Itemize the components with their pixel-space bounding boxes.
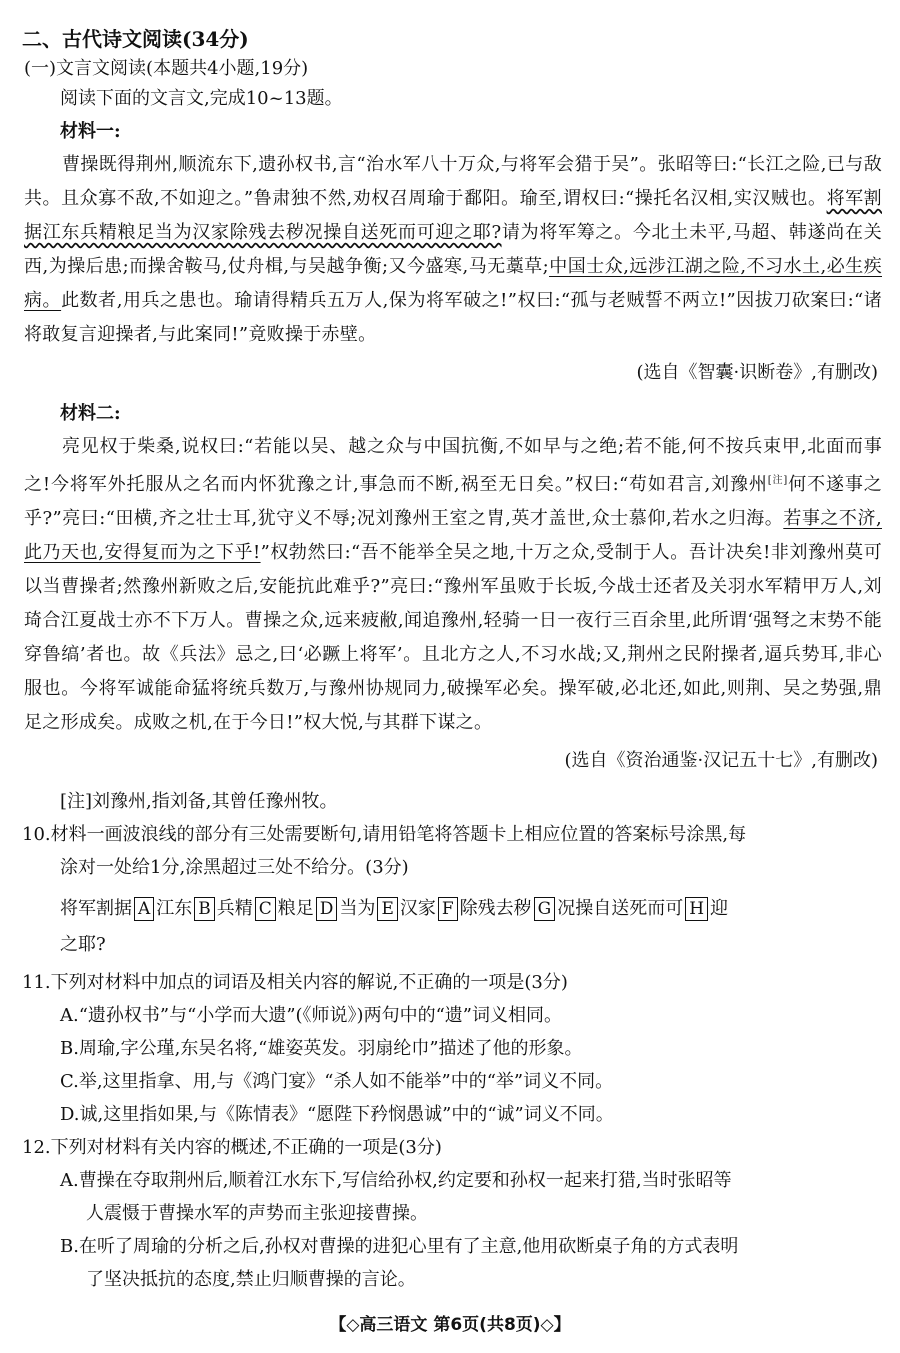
m2-text-b: 何不遂事之乎?”亮曰:“田横,齐之壮士耳,犹守义不辱;况刘豫州王室之胄,英才盖世,众士慕仰,若水之归海。 (24, 474, 882, 529)
material2-source: (选自《资治通鉴·汉记五十七》,有删改) (564, 750, 878, 771)
m1-underlined-text: 中国士众,远涉江湖之险,不习水土,必生疾病。 (24, 256, 882, 311)
note-marker: [注] (767, 475, 788, 486)
q10-sentence (60, 890, 882, 928)
segment: 迎 (710, 898, 729, 919)
segment: 兵精 (216, 898, 253, 919)
m1-text-a: 曹操既得荆州,顺流东下,遗孙权书,言“治水军八十万众,与将军会猎于吴”。张昭等曰:“长江之险,已与敌共。且众寡不敌,不如迎之。”鲁肃独不然,劝权召周瑜于鄱阳。瑜至,谓权曰:“操托名汉相,实汉贼也。 (24, 154, 882, 209)
m2-text-a: 亮见权于柴桑,说权曰:“若能以吴、越之众与中国抗衡,不如早与之绝;若不能,何不按兵束甲,北面而事之!今将军外托服从之名而内怀犹豫之计,事急而不断,祸至无日矣。”权曰:“苟如君言,刘豫州 (24, 436, 882, 495)
m2-underlined-text: 若事之不济,此乃天也,安得复而为之下乎! (24, 508, 882, 563)
q10-stem: 10.材料一画波浪线的部分有三处需要断句,请用铅笔将答题卡上相应位置的答案标号涂黑,每 (22, 824, 747, 845)
q10-sentence-tail: 之耶? (60, 934, 106, 955)
segment: 粮足 (277, 898, 314, 919)
q11-option-b: B.周瑜,字公瑾,东吴名将,“雄姿英发。羽扇纶巾”描述了他的形象。 (60, 1038, 583, 1059)
m1-text-b: 请为将军筹之。今北土未平,马超、韩遂尚在关西,为操后患;而操舍鞍马,仗舟楫,与吴越争衡;又今盛寒,马无藁草; (24, 222, 882, 277)
material1-label: 材料一: (60, 121, 121, 142)
section-title: 二、古代诗文阅读(34分) (22, 27, 249, 51)
intro-line: 阅读下面的文言文,完成10~13题。 (60, 88, 343, 109)
break-box-e[interactable]: E (377, 897, 397, 921)
q12-option-b-cont: 了坚决抵抗的态度,禁止归顺曹操的言论。 (86, 1269, 416, 1290)
q11-stem: 11.下列对材料中加点的词语及相关内容的解说,不正确的一项是(3分) (22, 972, 568, 993)
material2-paragraph (24, 430, 882, 740)
q11-option-d: D.诚,这里指如果,与《陈情表》“愿陛下矜悯愚诚”中的“诚”词义不同。 (60, 1104, 614, 1125)
break-box-d[interactable]: D (316, 897, 338, 921)
segment: 汉家 (399, 898, 436, 919)
material2-label: 材料二: (60, 403, 121, 424)
m1-text-c: 此数者,用兵之患也。瑜请得精兵五万人,保为将军破之!”权曰:“孤与老贼誓不两立!”因拔刀砍案曰:“诸将敢复言迎操者,与此案同!”竟败操于赤壁。 (24, 290, 882, 345)
segment: 除残去秽 (459, 898, 532, 919)
annotation-note: [注]刘豫州,指刘备,其曾任豫州牧。 (60, 791, 338, 812)
break-box-c[interactable]: C (255, 897, 276, 921)
page-footer: 【◇高三语文 第6页(共8页)◇】 (329, 1315, 571, 1335)
q12-option-b: B.在听了周瑜的分析之后,孙权对曹操的进犯心里有了主意,他用砍断桌子角的方式表明 (60, 1236, 739, 1257)
segment: 江东 (156, 898, 193, 919)
q10-stem-cont: 涂对一处给1分,涂黑超过三处不给分。(3分) (60, 857, 409, 878)
break-box-f[interactable]: F (438, 897, 458, 921)
m2-text-c: ”权勃然曰:“吾不能举全吴之地,十万之众,受制于人。吾计决矣!非刘豫州莫可以当曹操者;然豫州新败之后,安能抗此难乎?”亮曰:“豫州军虽败于长坂,今战士还者及关羽水军精甲万人,刘琦合江夏战士亦不下万人。曹操之众,远来疲敝,闻追豫州,轻骑一日一夜行三百余里,此所谓‘强弩之末势不能穿鲁缟’者也。故《兵法》忌之,曰‘必蹶上将军’。且北方之人,不习水战;又,荆州之民附操者,逼兵势耳,非心服也。今将军诚能命猛将统兵数万,与豫州协规同力,破操军必矣。操军破,必北还,如此,则荆、吴之势强,鼎足之形成矣。成败之机,在于今日!”权大悦,与其群下谋之。 (24, 542, 883, 733)
q11-option-c: C.举,这里指拿、用,与《鸿门宴》“杀人如不能举”中的“举”词义不同。 (60, 1071, 614, 1092)
break-box-h[interactable]: H (685, 897, 708, 921)
q12-stem: 12.下列对材料有关内容的概述,不正确的一项是(3分) (22, 1137, 442, 1158)
m1-wavy-text: 将军割据江东兵精粮足当为汉家除残去秽况操自送死而可迎之耶? (24, 188, 882, 243)
material1-source: (选自《智囊·识断卷》,有删改) (636, 362, 878, 383)
q12-option-a: A.曹操在夺取荆州后,顺着江水东下,写信给孙权,约定要和孙权一起来打猎,当时张昭等 (60, 1170, 732, 1191)
break-box-a[interactable]: A (134, 897, 154, 921)
q11-option-a: A.“遗孙权书”与“小学而大遗”(《师说》)两句中的“遗”词义相同。 (60, 1005, 562, 1026)
q12-option-a-cont: 人震慑于曹操水军的声势而主张迎接曹操。 (86, 1203, 428, 1224)
material1-paragraph (24, 148, 882, 352)
segment: 况操自送死而可 (557, 898, 684, 919)
break-box-g[interactable]: G (534, 897, 556, 921)
segment: 当为 (339, 898, 376, 919)
break-box-b[interactable]: B (194, 897, 215, 921)
segment: 将军割据 (60, 898, 132, 919)
sub-title: (一)文言文阅读(本题共4小题,19分) (24, 58, 309, 79)
